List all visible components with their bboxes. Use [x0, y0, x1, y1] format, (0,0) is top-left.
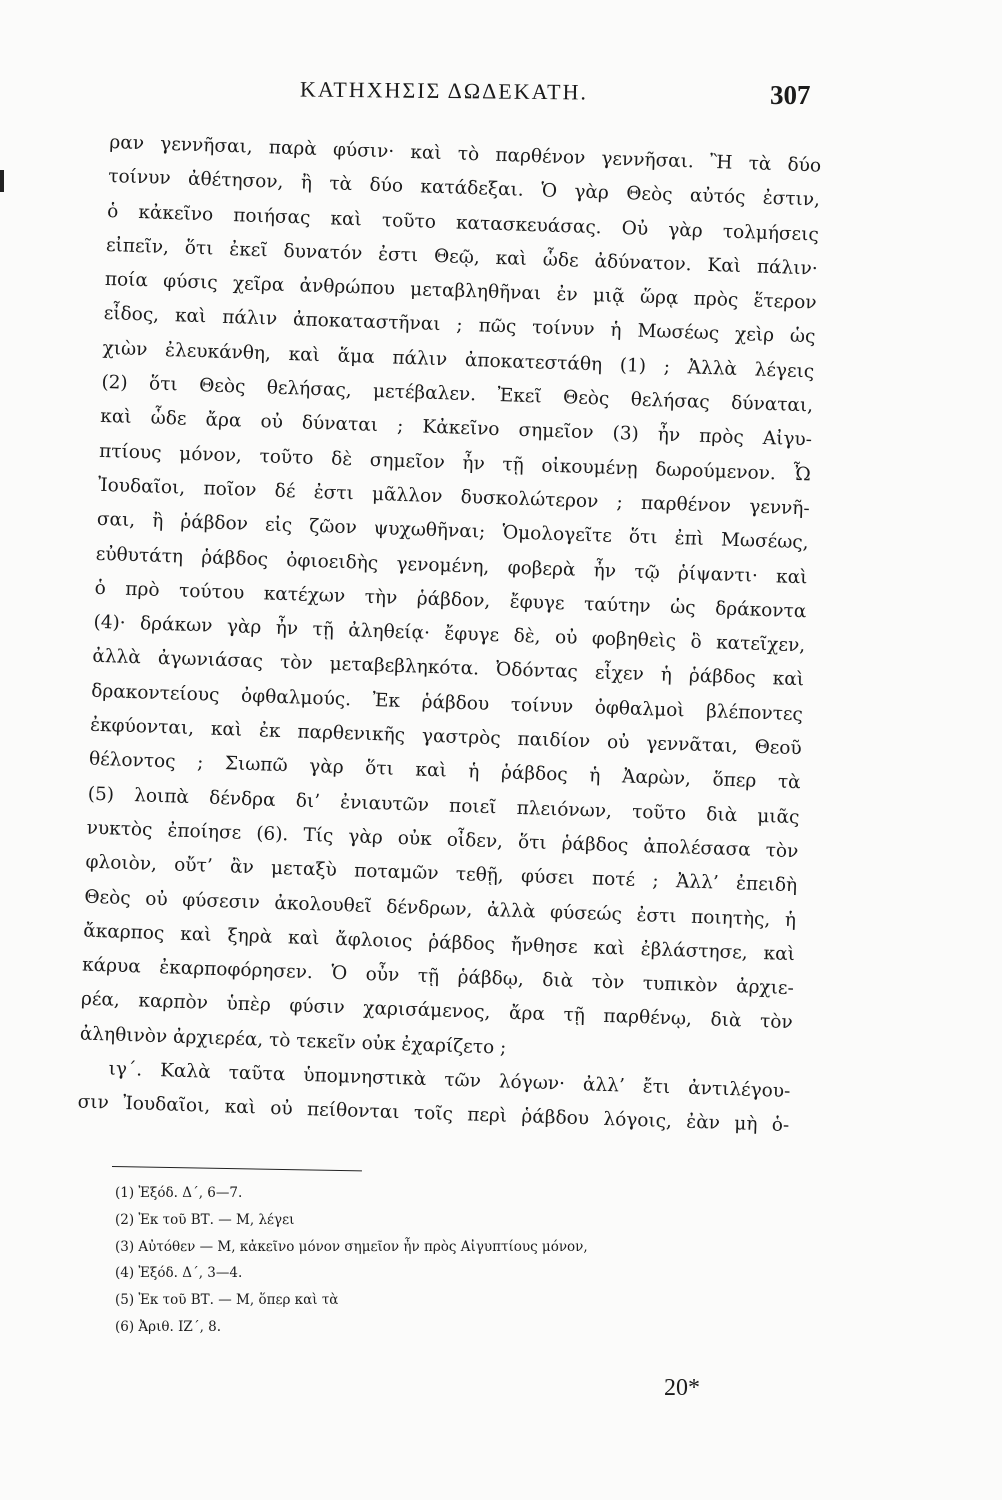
text-line: πτίους μόνον, τοῦτο δὲ σημεῖον ἦν τῇ οἰκουμένῃ δωρούμενον. Ὦ: [98, 440, 812, 486]
text-line: (4)· δράκων γὰρ ἦν τῇ ἀληθείᾳ· ἔφυγε δὲ, οὐ φοβηθεὶς ὃ κατεῖχεν,: [93, 611, 806, 657]
text-line: ἄκαρπος καὶ ξηρὰ καὶ ἄφλοιος ῥάβδος ἤνθησε καὶ ἐβλάστησε, καὶ: [82, 920, 796, 965]
text-line: θέλοντος ; Σιωπῶ γὰρ ὅτι καὶ ἡ ῥάβδος ἡ Ἀαρὼν, ὅπερ τὰ: [88, 749, 801, 794]
text-line: ἐκφύονται, καὶ ἐκ παρθενικῆς γαστρὸς παιδίον οὐ γεννᾶται, Θεοῦ: [89, 714, 803, 760]
text-line: ὁ κἀκεῖνο ποιήσας καὶ τοῦτο κατασκευάσας. Οὐ γὰρ τολμήσεις: [106, 200, 820, 246]
page-number: 307: [770, 80, 811, 110]
footnotes: [115, 1180, 755, 1341]
text-line: Θεὸς οὐ φύσεσιν ἀκολουθεῖ δένδρων, ἀλλὰ φύσεώς ἐστι ποιητὴς, ἡ: [84, 886, 797, 931]
text-line: δρακοντείους ὀφθαλμούς. Ἐκ ῥάβδου τοίνυν ὀφθαλμοὶ βλέποντες: [90, 680, 804, 726]
text-line: ραν γεννῆσαι, παρὰ φύσιν· καὶ τὸ παρθένον γεννῆσαι. Ἢ τὰ δύο: [109, 131, 822, 177]
footnote: (2) Ἐκ τοῦ ΒΤ. — Μ, λέγει: [115, 1211, 295, 1228]
text-line: ρέα, καρπὸν ὑπὲρ φύσιν χαρισάμενος, ἄρα τῇ παρθένῳ, διὰ τὸν: [80, 988, 793, 1034]
footnote: (5) Ἐκ τοῦ ΒΤ. — Μ, ὅπερ καὶ τὰ: [115, 1292, 339, 1309]
footnote: (3) Αὐτόθεν — Μ, κἀκεῖνο μόνον σημεῖον ἦν πρὸς Αἰγυπτίους μόνον,: [115, 1238, 588, 1255]
text-line: εἶδος, καὶ πάλιν ἀποκαταστῆναι ; πῶς τοίνυν ἡ Μωσέως χεὶρ ὡς: [103, 303, 816, 348]
text-line: κάρυα ἐκαρποφόρησεν. Ὁ οὖν τῇ ῥάβδῳ, διὰ τὸν τυπικὸν ἀρχιε-: [81, 954, 795, 1000]
footnote-divider: [112, 1166, 362, 1171]
text-line: φλοιὸν, οὔτ’ ἂν μεταξὺ ποταμῶν τεθῇ, φύσει ποτέ ; Ἀλλ’ ἐπειδὴ: [85, 851, 798, 897]
signature-mark: 20*: [664, 1375, 700, 1401]
text-line: εἰπεῖν, ὅτι ἐκεῖ δυνατόν ἐστι Θεῷ, καὶ ὧδε ἀδύνατον. Καὶ πάλιν·: [105, 234, 818, 280]
text-line: καὶ ὧδε ἄρα οὐ δύναται ; Κἀκεῖνο σημεῖον (3) ἦν πρὸς Αἰγυ-: [100, 406, 813, 451]
text-line: ἀληθινὸν ἀρχιερέα, τὸ τεκεῖν οὐκ ἐχαρίζετο ;: [79, 1023, 507, 1059]
text-line: ἀλλὰ ἀγωνιάσας τὸν μεταβεβληκότα. Ὀδόντας εἶχεν ἡ ῥάβδος καὶ: [92, 646, 805, 691]
footnote: (4) Ἐξόδ. Δ΄, 3—4.: [115, 1265, 243, 1282]
text-line: τοίνυν ἀθέτησον, ἢ τὰ δύο κατάδεξαι. Ὁ γὰρ Θεὸς αὐτός ἐστιν,: [107, 166, 821, 211]
text-line: (5) λοιπὰ δένδρα δι’ ἐνιαυτῶν ποιεῖ πλειόνων, τοῦτο διὰ μιᾶς: [87, 783, 800, 828]
body-text: [77, 126, 822, 1144]
text-line: (2) ὅτι Θεὸς θελήσας, μετέβαλεν. Ἐκεῖ Θεὸς θελήσας δύναται,: [101, 371, 814, 417]
text-line: χιὼν ἐλευκάνθη, καὶ ἅμα πάλιν ἀποκατεστάθη (1) ; Ἀλλὰ λέγεις: [102, 337, 815, 383]
text-line: ὁ πρὸ τούτου κατέχων τὴν ῥάβδον, ἔφυγε ταύτην ὡς δράκοντα: [94, 577, 807, 623]
section-start-line: ιγ΄. Καλὰ ταῦτα ὑπομνηστικὰ τῶν λόγων· ἀλλ’ ἔτι ἀντιλέγου-: [108, 1058, 791, 1103]
text-line: ποία φύσις χεῖρα ἀνθρώπου μεταβληθῆναι ἐν μιᾷ ὥρᾳ πρὸς ἕτερον: [104, 269, 817, 314]
text-line: σαι, ἢ ῥάβδον εἰς ζῶον ψυχωθῆναι; Ὁμολογεῖτε ὅτι ἐπὶ Μωσέως,: [96, 509, 809, 554]
text-line: σιν Ἰουδαῖοι, καὶ οὐ πείθονται τοῖς περὶ ῥάβδου λόγοις, ἐὰν μὴ ὁ-: [77, 1091, 790, 1137]
text-line: νυκτὸς ἐποίησε (6). Τίς γὰρ οὐκ οἶδεν, ὅτι ῥάβδος ἀπολέσασα τὸν: [86, 817, 799, 863]
running-title: ΚΑΤΗΧΗΣΙΣ ΔΩΔΕΚΑΤΗ.: [299, 76, 589, 105]
footnote: (6) Ἀριθ. ΙΖ΄, 8.: [115, 1318, 222, 1335]
text-line: Ἰουδαῖοι, ποῖον δέ ἐστι μᾶλλον δυσκολώτερον ; παρθένον γεννῆ-: [97, 474, 811, 520]
scan-edge-mark: [0, 170, 4, 192]
text-line: εὐθυτάτη ῥάβδος ὀφιοειδὴς γενομένη, φοβερὰ ἦν τῷ ῥίψαντι· καὶ: [95, 543, 808, 588]
footnote: (1) Ἐξόδ. Δ΄, 6—7.: [115, 1185, 243, 1201]
page-header: [0, 66, 1002, 116]
